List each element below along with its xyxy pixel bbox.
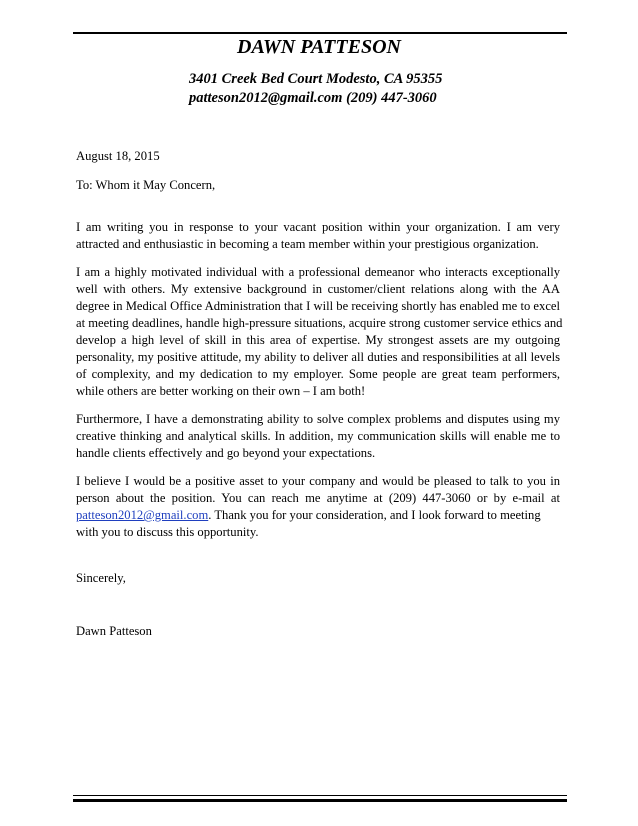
paragraph-3-line: creative thinking and analytical skills. In addition, my communication skills will enable me to	[76, 429, 560, 443]
paragraph-3-line: handle clients effectively and go beyond your expectations.	[76, 446, 376, 460]
paragraph-4-line: person about the position. You can reach me anytime at (209) 447-3060 or by e-mail at	[76, 491, 560, 505]
paragraph-2-line: of complexity, and my dedication to my employer. Some people are great team performers,	[76, 367, 560, 381]
paragraph-2-line: at meeting deadlines, handle high-pressure situations, acquire strong customer service ethics and	[76, 316, 563, 330]
sender-contact: patteson2012@gmail.com (209) 447-3060	[189, 90, 437, 106]
paragraph-2-line: while others are better working on their own – I am both!	[76, 384, 366, 398]
paragraph-2-line: develop a high level of skill in this area of expertise. My strongest assets are my outgoing	[76, 333, 560, 347]
sender-name: DAWN PATTESON	[237, 36, 401, 58]
sender-address: 3401 Creek Bed Court Modesto, CA 95355	[189, 71, 443, 87]
footer-rule-thin	[73, 795, 567, 796]
signature-name: Dawn Patteson	[76, 624, 152, 638]
paragraph-4-line3-text: . Thank you for your consideration, and I look forward to meeting	[208, 508, 541, 522]
footer-rule-thick	[73, 799, 567, 802]
paragraph-2-line: degree in Medical Office Administration that I will be receiving shortly has enabled me to excel	[76, 299, 560, 313]
closing: Sincerely,	[76, 571, 126, 585]
paragraph-1-line: attracted and enthusiastic in becoming a team member within your prestigious organization.	[76, 237, 539, 251]
letter-date: August 18, 2015	[76, 149, 160, 163]
paragraph-2-line: personality, my positive attitude, my ability to deliver all duties and responsibilities at all levels	[76, 350, 560, 364]
paragraph-4-line	[76, 507, 541, 523]
paragraph-4-line: I believe I would be a positive asset to your company and would be pleased to talk to you in	[76, 474, 560, 488]
email-link[interactable]: patteson2012@gmail.com	[76, 508, 209, 522]
header-top-rule	[73, 32, 567, 34]
paragraph-4-line: with you to discuss this opportunity.	[76, 525, 259, 539]
paragraph-2-line: well with others. My extensive background in customer/client relations along with the AA	[76, 282, 560, 296]
salutation: To: Whom it May Concern,	[76, 178, 216, 192]
paragraph-1-line: I am writing you in response to your vacant position within your organization. I am very	[76, 220, 560, 234]
paragraph-3-line: Furthermore, I have a demonstrating ability to solve complex problems and disputes using my	[76, 412, 560, 426]
paragraph-2-line: I am a highly motivated individual with a professional demeanor who interacts exceptionally	[76, 265, 560, 279]
